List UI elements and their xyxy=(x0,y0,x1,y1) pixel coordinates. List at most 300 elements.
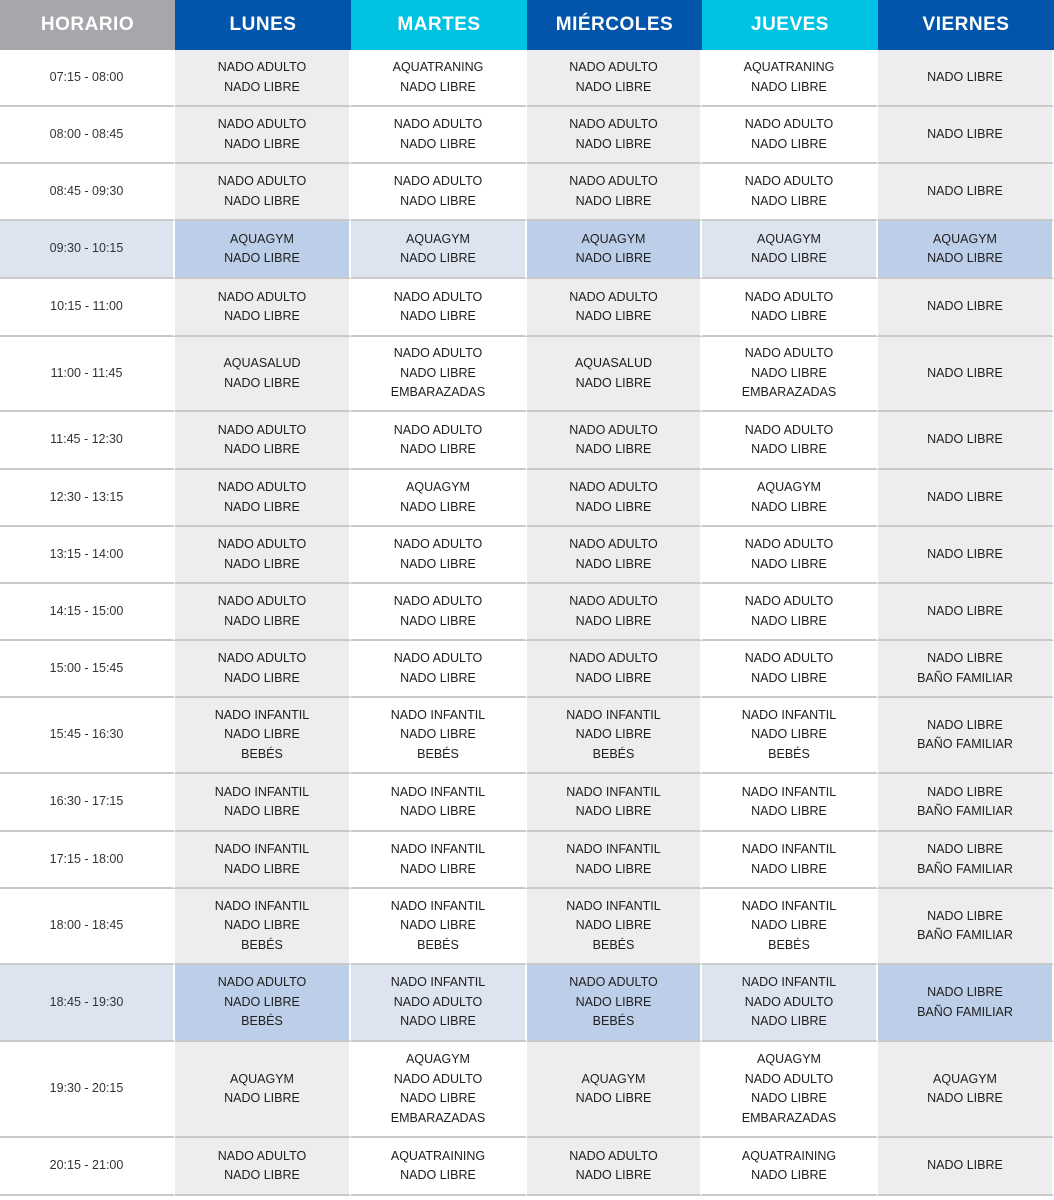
activity-label: NADO LIBRE xyxy=(575,442,652,456)
activity-label: NADO LIBRE xyxy=(751,136,827,151)
activity-label: NADO ADULTO xyxy=(569,289,658,304)
activity-label: NADO ADULTO xyxy=(217,651,307,665)
activity-label: NADO LIBRE xyxy=(927,1091,1003,1105)
activity-label: NADO INFANTIL xyxy=(214,784,310,799)
activity-label: NADO ADULTO xyxy=(744,289,834,304)
activity-label: NADO ADULTO xyxy=(569,975,658,990)
activity-label: NADO LIBRE xyxy=(751,727,827,742)
activity-label: NADO LIBRE xyxy=(927,784,1003,799)
class-cell-miercoles xyxy=(527,279,702,337)
activity-label: BEBÉS xyxy=(592,937,635,952)
activity-label: NADO LIBRE xyxy=(400,499,476,514)
activity-label: NADO LIBRE xyxy=(927,251,1003,265)
activity-label: BAÑO FAMILIAR xyxy=(917,804,1013,818)
activity-label: NADO LIBRE xyxy=(400,613,476,628)
class-cell-lunes xyxy=(175,527,351,584)
class-cell-viernes xyxy=(878,470,1054,527)
time-cell xyxy=(0,279,175,337)
class-cell-miercoles xyxy=(527,1138,702,1196)
activity-label: EMBARAZADAS xyxy=(741,385,837,400)
class-cell-lunes xyxy=(175,412,351,470)
activity-label: NADO LIBRE xyxy=(575,79,652,94)
activity-label: NADO ADULTO xyxy=(217,60,307,74)
activity-label: AQUATRANING xyxy=(392,60,484,74)
class-cell-jueves xyxy=(702,584,878,641)
activity-label: NADO ADULTO xyxy=(569,422,658,437)
class-cell-martes xyxy=(351,1042,527,1138)
activity-label: EMBARAZADAS xyxy=(741,1110,837,1125)
activity-label: NADO LIBRE xyxy=(400,442,476,456)
time-label: 17:15 - 18:00 xyxy=(49,851,124,866)
activity-label: NADO ADULTO xyxy=(744,594,834,608)
activity-label: BAÑO FAMILIAR xyxy=(917,861,1013,876)
time-label: 12:30 - 13:15 xyxy=(49,489,124,504)
class-cell-miercoles xyxy=(527,337,702,412)
class-cell-lunes xyxy=(175,774,351,832)
activity-label: NADO LIBRE xyxy=(575,1091,652,1105)
activity-label: NADO LIBRE xyxy=(751,1014,827,1029)
activity-label: AQUAGYM xyxy=(757,231,821,246)
activity-label: NADO INFANTIL xyxy=(390,975,486,990)
activity-label: NADO LIBRE xyxy=(575,861,652,876)
class-cell-jueves xyxy=(702,470,878,527)
activity-label: NADO LIBRE xyxy=(751,1091,827,1105)
time-label: 11:00 - 11:45 xyxy=(50,365,123,380)
activity-label: NADO LIBRE xyxy=(224,804,300,818)
activity-label: NADO ADULTO xyxy=(744,994,834,1009)
activity-label: NADO LIBRE xyxy=(575,375,652,390)
activity-label: NADO LIBRE xyxy=(927,183,1003,198)
activity-label: NADO ADULTO xyxy=(744,346,834,361)
activity-label: NADO LIBRE xyxy=(927,432,1003,447)
class-cell-jueves xyxy=(702,279,878,337)
time-cell xyxy=(0,337,175,412)
class-cell-lunes xyxy=(175,889,351,965)
activity-label: AQUAGYM xyxy=(933,1071,997,1086)
activity-label: NADO INFANTIL xyxy=(741,898,837,913)
activity-label: NADO LIBRE xyxy=(400,193,476,208)
class-cell-lunes xyxy=(175,584,351,641)
time-cell xyxy=(0,1042,175,1138)
time-label: 20:15 - 21:00 xyxy=(49,1158,124,1173)
activity-label: NADO LIBRE xyxy=(400,556,476,571)
time-label: 09:30 - 10:15 xyxy=(49,241,124,256)
time-label: 18:45 - 19:30 xyxy=(49,994,124,1009)
class-cell-jueves xyxy=(702,1042,878,1138)
activity-label: NADO LIBRE xyxy=(751,442,827,456)
activity-label: NADO LIBRE xyxy=(751,251,827,265)
activity-label: NADO INFANTIL xyxy=(214,707,310,722)
activity-label: AQUATRANING xyxy=(743,60,835,74)
class-cell-jueves xyxy=(702,50,878,107)
activity-label: AQUAGYM xyxy=(406,1052,470,1066)
class-cell-miercoles xyxy=(527,641,702,698)
activity-label: NADO LIBRE xyxy=(927,299,1003,314)
activity-label: NADO ADULTO xyxy=(393,594,483,608)
activity-label: NADO ADULTO xyxy=(217,537,307,551)
activity-label: NADO LIBRE xyxy=(400,861,476,876)
activity-label: NADO LIBRE xyxy=(224,727,300,742)
class-cell-miercoles xyxy=(527,221,702,279)
time-label: 15:00 - 15:45 xyxy=(49,660,124,675)
activity-label: AQUASALUD xyxy=(574,356,653,370)
activity-label: NADO ADULTO xyxy=(569,1148,658,1163)
activity-label: NADO LIBRE xyxy=(575,727,652,742)
activity-label: NADO LIBRE xyxy=(575,193,652,208)
activity-label: AQUAGYM xyxy=(581,1071,646,1086)
time-label: 10:15 - 11:00 xyxy=(50,299,123,314)
time-cell xyxy=(0,470,175,527)
activity-label: NADO LIBRE xyxy=(575,613,652,628)
activity-label: NADO ADULTO xyxy=(569,60,658,74)
activity-label: NADO ADULTO xyxy=(569,537,658,551)
class-cell-viernes xyxy=(878,774,1054,832)
time-label: 08:00 - 08:45 xyxy=(49,126,124,141)
class-cell-viernes xyxy=(878,584,1054,641)
time-cell xyxy=(0,698,175,774)
activity-label: BEBÉS xyxy=(592,1014,635,1029)
class-cell-viernes xyxy=(878,832,1054,889)
activity-label: NADO LIBRE xyxy=(224,309,300,323)
class-cell-jueves xyxy=(702,221,878,279)
activity-label: NADO LIBRE xyxy=(400,309,476,323)
class-cell-lunes xyxy=(175,1042,351,1138)
activity-label: AQUATRAINING xyxy=(390,1148,486,1163)
activity-label: NADO LIBRE xyxy=(400,136,476,151)
class-cell-viernes xyxy=(878,337,1054,412)
activity-label: NADO LIBRE xyxy=(224,670,300,685)
class-cell-miercoles xyxy=(527,412,702,470)
activity-label: NADO LIBRE xyxy=(927,842,1003,856)
activity-label: NADO INFANTIL xyxy=(390,898,486,913)
class-cell-martes xyxy=(351,50,527,107)
activity-label: AQUAGYM xyxy=(933,231,997,246)
time-label: 07:15 - 08:00 xyxy=(49,69,124,84)
activity-label: NADO ADULTO xyxy=(217,1148,307,1163)
activity-label: NADO LIBRE xyxy=(927,985,1003,999)
class-cell-martes xyxy=(351,107,527,164)
activity-label: NADO LIBRE xyxy=(224,556,300,571)
class-cell-viernes xyxy=(878,965,1054,1042)
activity-label: NADO LIBRE xyxy=(751,193,827,208)
class-cell-lunes xyxy=(175,50,351,107)
activity-label: NADO LIBRE xyxy=(224,918,300,933)
activity-label: NADO LIBRE xyxy=(751,365,827,380)
activity-label: NADO ADULTO xyxy=(393,346,483,361)
activity-label: NADO LIBRE xyxy=(224,1091,300,1105)
activity-label: NADO LIBRE xyxy=(927,651,1003,665)
activity-label: NADO LIBRE xyxy=(224,442,300,456)
class-cell-viernes xyxy=(878,164,1054,221)
class-cell-viernes xyxy=(878,50,1054,107)
activity-label: NADO ADULTO xyxy=(217,975,307,990)
class-cell-jueves xyxy=(702,889,878,965)
activity-label: NADO LIBRE xyxy=(927,489,1003,504)
activity-label: NADO LIBRE xyxy=(400,79,476,94)
activity-label: NADO LIBRE xyxy=(575,994,652,1009)
activity-label: NADO INFANTIL xyxy=(741,842,837,856)
class-cell-martes xyxy=(351,641,527,698)
class-cell-martes xyxy=(351,889,527,965)
activity-label: NADO LIBRE xyxy=(575,1168,652,1182)
activity-label: NADO ADULTO xyxy=(744,174,834,188)
time-cell xyxy=(0,965,175,1042)
class-cell-miercoles xyxy=(527,107,702,164)
class-cell-jueves xyxy=(702,832,878,889)
activity-label: NADO LIBRE xyxy=(224,861,300,876)
class-cell-martes xyxy=(351,1138,527,1196)
class-cell-jueves xyxy=(702,965,878,1042)
time-label: 13:15 - 14:00 xyxy=(49,546,124,561)
activity-label: BEBÉS xyxy=(241,937,283,952)
activity-label: NADO ADULTO xyxy=(393,289,483,304)
activity-label: AQUAGYM xyxy=(757,1052,821,1066)
class-cell-viernes xyxy=(878,1138,1054,1196)
class-cell-miercoles xyxy=(527,889,702,965)
activity-label: NADO LIBRE xyxy=(224,79,300,94)
time-cell xyxy=(0,221,175,279)
activity-label: NADO INFANTIL xyxy=(390,784,486,799)
activity-label: NADO LIBRE xyxy=(751,79,827,94)
activity-label: NADO LIBRE xyxy=(575,251,652,265)
class-cell-martes xyxy=(351,279,527,337)
class-cell-viernes xyxy=(878,412,1054,470)
activity-label: NADO LIBRE xyxy=(224,1168,300,1182)
activity-label: NADO LIBRE xyxy=(224,193,300,208)
class-cell-jueves xyxy=(702,164,878,221)
activity-label: NADO ADULTO xyxy=(217,289,307,304)
activity-label: AQUASALUD xyxy=(223,356,301,370)
class-cell-jueves xyxy=(702,698,878,774)
activity-label: BAÑO FAMILIAR xyxy=(917,670,1013,685)
class-cell-martes xyxy=(351,527,527,584)
activity-label: NADO LIBRE xyxy=(575,804,652,818)
time-cell xyxy=(0,1138,175,1196)
activity-label: NADO INFANTIL xyxy=(741,707,837,722)
class-cell-miercoles xyxy=(527,527,702,584)
time-cell xyxy=(0,832,175,889)
class-cell-lunes xyxy=(175,1138,351,1196)
activity-label: NADO LIBRE xyxy=(575,670,652,685)
activity-label: NADO LIBRE xyxy=(400,804,476,818)
activity-label: NADO LIBRE xyxy=(224,136,300,151)
time-label: 16:30 - 17:15 xyxy=(49,794,124,809)
activity-label: AQUAGYM xyxy=(406,480,470,494)
time-cell xyxy=(0,164,175,221)
activity-label: NADO LIBRE xyxy=(751,1168,827,1182)
activity-label: NADO LIBRE xyxy=(400,727,476,742)
activity-label: NADO ADULTO xyxy=(569,480,658,494)
activity-label: NADO INFANTIL xyxy=(566,842,661,856)
class-cell-martes xyxy=(351,965,527,1042)
activity-label: NADO LIBRE xyxy=(751,804,827,818)
class-cell-lunes xyxy=(175,164,351,221)
activity-label: NADO ADULTO xyxy=(744,1071,834,1086)
class-cell-lunes xyxy=(175,641,351,698)
activity-label: BEBÉS xyxy=(241,1014,283,1029)
class-cell-martes xyxy=(351,470,527,527)
class-cell-lunes xyxy=(175,832,351,889)
class-cell-miercoles xyxy=(527,774,702,832)
class-cell-lunes xyxy=(175,470,351,527)
activity-label: BEBÉS xyxy=(768,937,810,952)
activity-label: AQUATRAINING xyxy=(741,1148,837,1163)
header-lunes: LUNES xyxy=(175,0,351,50)
activity-label: NADO LIBRE xyxy=(575,499,652,514)
class-cell-martes xyxy=(351,221,527,279)
activity-label: NADO LIBRE xyxy=(751,918,827,933)
time-label: 08:45 - 09:30 xyxy=(49,183,124,198)
activity-label: BEBÉS xyxy=(241,746,283,761)
activity-label: NADO ADULTO xyxy=(393,651,483,665)
activity-label: NADO LIBRE xyxy=(575,309,652,323)
activity-label: NADO ADULTO xyxy=(217,594,307,608)
activity-label: AQUAGYM xyxy=(230,1071,294,1086)
activity-label: NADO LIBRE xyxy=(224,994,300,1009)
class-cell-martes xyxy=(351,164,527,221)
time-cell xyxy=(0,641,175,698)
class-cell-miercoles xyxy=(527,965,702,1042)
activity-label: NADO LIBRE xyxy=(575,136,652,151)
class-cell-jueves xyxy=(702,641,878,698)
activity-label: NADO ADULTO xyxy=(393,422,483,437)
activity-label: EMBARAZADAS xyxy=(390,385,486,400)
activity-label: NADO ADULTO xyxy=(744,537,834,551)
class-cell-viernes xyxy=(878,698,1054,774)
activity-label: NADO LIBRE xyxy=(400,365,476,380)
class-cell-lunes xyxy=(175,107,351,164)
activity-label: BAÑO FAMILIAR xyxy=(917,737,1013,751)
activity-label: NADO ADULTO xyxy=(569,174,658,188)
activity-label: NADO LIBRE xyxy=(400,1014,476,1029)
activity-label: NADO ADULTO xyxy=(744,117,834,131)
class-cell-jueves xyxy=(702,527,878,584)
activity-label: NADO INFANTIL xyxy=(566,707,661,722)
class-cell-lunes xyxy=(175,221,351,279)
activity-label: NADO LIBRE xyxy=(751,670,827,685)
activity-label: NADO LIBRE xyxy=(751,499,827,514)
activity-label: BEBÉS xyxy=(417,937,459,952)
class-cell-jueves xyxy=(702,1138,878,1196)
time-cell xyxy=(0,412,175,470)
activity-label: NADO INFANTIL xyxy=(741,975,837,990)
activity-label: NADO LIBRE xyxy=(400,251,476,265)
activity-label: NADO INFANTIL xyxy=(741,784,837,799)
header-miercoles: MIÉRCOLES xyxy=(527,0,702,50)
class-cell-martes xyxy=(351,412,527,470)
class-cell-jueves xyxy=(702,774,878,832)
activity-label: NADO ADULTO xyxy=(217,117,307,131)
activity-label: NADO ADULTO xyxy=(393,994,483,1009)
activity-label: AQUAGYM xyxy=(230,231,294,246)
class-cell-viernes xyxy=(878,107,1054,164)
class-cell-lunes xyxy=(175,698,351,774)
activity-label: NADO LIBRE xyxy=(927,126,1003,141)
class-cell-viernes xyxy=(878,641,1054,698)
activity-label: NADO ADULTO xyxy=(217,422,307,437)
header-jueves: JUEVES xyxy=(702,0,878,50)
class-cell-miercoles xyxy=(527,698,702,774)
time-label: 15:45 - 16:30 xyxy=(49,727,124,742)
activity-label: NADO LIBRE xyxy=(400,918,476,933)
class-cell-martes xyxy=(351,337,527,412)
activity-label: NADO LIBRE xyxy=(927,908,1003,923)
activity-label: NADO ADULTO xyxy=(569,651,658,665)
class-cell-jueves xyxy=(702,337,878,412)
activity-label: BEBÉS xyxy=(417,746,459,761)
activity-label: NADO INFANTIL xyxy=(566,784,661,799)
activity-label: NADO ADULTO xyxy=(744,651,834,665)
activity-label: NADO INFANTIL xyxy=(566,898,661,913)
activity-label: NADO LIBRE xyxy=(224,251,300,265)
activity-label: NADO LIBRE xyxy=(927,546,1003,561)
activity-label: BAÑO FAMILIAR xyxy=(917,928,1013,942)
activity-label: NADO LIBRE xyxy=(224,375,300,390)
class-cell-martes xyxy=(351,698,527,774)
header-martes: MARTES xyxy=(351,0,527,50)
activity-label: NADO ADULTO xyxy=(393,1071,483,1086)
activity-label: NADO LIBRE xyxy=(575,918,652,933)
time-label: 18:00 - 18:45 xyxy=(49,918,124,933)
header-horario: HORARIO xyxy=(0,0,175,50)
activity-label: NADO LIBRE xyxy=(751,556,827,571)
activity-label: NADO LIBRE xyxy=(751,613,827,628)
activity-label: NADO LIBRE xyxy=(400,670,476,685)
activity-label: NADO LIBRE xyxy=(224,613,300,628)
activity-label: NADO ADULTO xyxy=(217,480,307,494)
activity-label: NADO LIBRE xyxy=(575,556,652,571)
activity-label: NADO LIBRE xyxy=(927,69,1003,84)
class-cell-viernes xyxy=(878,279,1054,337)
activity-label: NADO LIBRE xyxy=(751,309,827,323)
class-cell-lunes xyxy=(175,965,351,1042)
class-cell-miercoles xyxy=(527,1042,702,1138)
class-cell-martes xyxy=(351,584,527,641)
class-cell-miercoles xyxy=(527,470,702,527)
class-cell-miercoles xyxy=(527,584,702,641)
class-cell-lunes xyxy=(175,279,351,337)
activity-label: NADO ADULTO xyxy=(744,422,834,437)
class-cell-viernes xyxy=(878,889,1054,965)
activity-label: NADO INFANTIL xyxy=(390,842,486,856)
activity-label: AQUAGYM xyxy=(406,231,470,246)
activity-label: NADO INFANTIL xyxy=(214,842,310,856)
class-cell-martes xyxy=(351,832,527,889)
activity-label: BEBÉS xyxy=(592,746,635,761)
class-cell-miercoles xyxy=(527,50,702,107)
activity-label: NADO LIBRE xyxy=(400,1168,476,1182)
time-cell xyxy=(0,584,175,641)
activity-label: NADO LIBRE xyxy=(751,861,827,876)
activity-label: NADO ADULTO xyxy=(393,117,483,131)
activity-label: AQUAGYM xyxy=(757,480,821,494)
time-cell xyxy=(0,527,175,584)
class-cell-viernes xyxy=(878,1042,1054,1138)
activity-label: AQUAGYM xyxy=(581,231,646,246)
header-viernes: VIERNES xyxy=(878,0,1054,50)
class-cell-viernes xyxy=(878,527,1054,584)
activity-label: NADO INFANTIL xyxy=(214,898,310,913)
activity-label: NADO ADULTO xyxy=(569,594,658,608)
activity-label: NADO LIBRE xyxy=(224,499,300,514)
time-cell xyxy=(0,889,175,965)
activity-label: NADO LIBRE xyxy=(400,1091,476,1105)
activity-label: NADO LIBRE xyxy=(927,717,1003,732)
class-cell-miercoles xyxy=(527,832,702,889)
activity-label: NADO ADULTO xyxy=(393,537,483,551)
class-cell-martes xyxy=(351,774,527,832)
class-cell-viernes xyxy=(878,221,1054,279)
